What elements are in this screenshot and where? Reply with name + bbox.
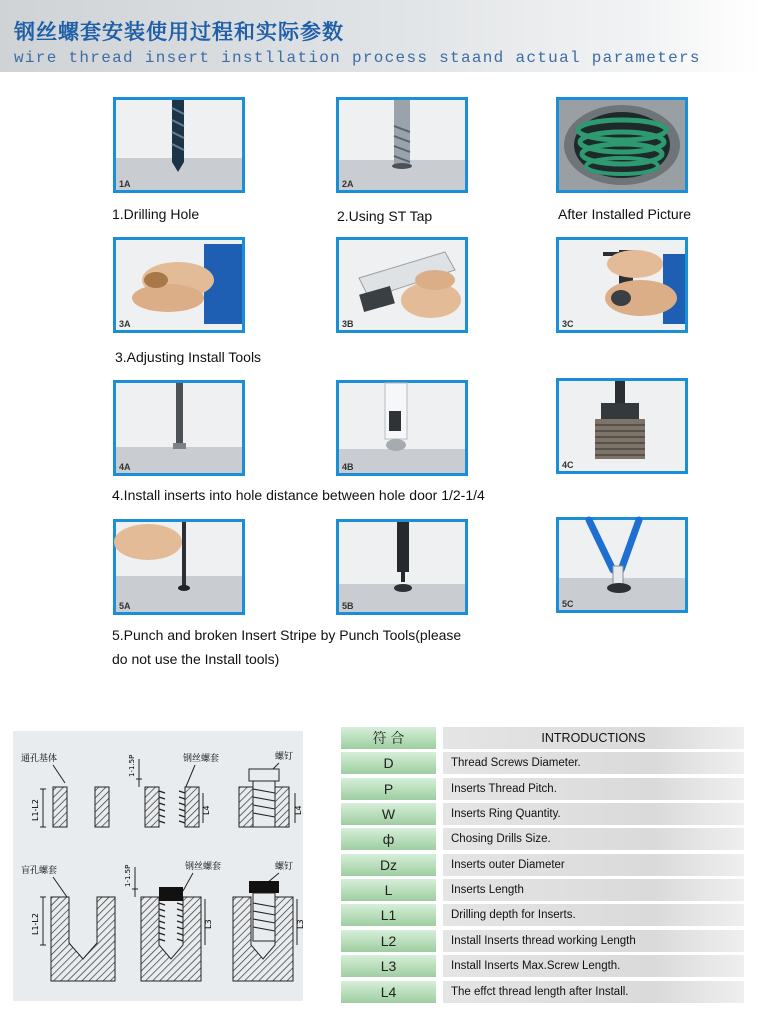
photo-4b-install xyxy=(336,380,468,476)
photo-tag: 4A xyxy=(119,462,131,472)
row-symbol: ф xyxy=(341,828,436,850)
label-screw-top: 螺钉 xyxy=(275,752,294,762)
row-description: Install Inserts Max.Screw Length. xyxy=(443,955,744,977)
label-pitch-top: 1-1.5P xyxy=(128,754,136,777)
header-introductions: INTRODUCTIONS xyxy=(443,727,744,749)
photo-1a-drilling xyxy=(113,97,245,193)
table-header-row xyxy=(341,727,746,749)
photo-tag: 4C xyxy=(562,460,574,470)
caption-punch-line2: do not use the Install tools) xyxy=(112,651,280,667)
label-l1l2-bottom: L1-L2 xyxy=(31,913,40,935)
title-english: wire thread insert instllation process staand actual parameters xyxy=(14,49,701,67)
label-through-hole: 通孔基体 xyxy=(21,754,58,764)
table-row xyxy=(341,828,746,850)
label-l1l2-top: L1-L2 xyxy=(31,799,40,821)
caption-tap: 2.Using ST Tap xyxy=(337,208,433,224)
caption-install: 4.Install inserts into hole distance between hole door 1/2-1/4 xyxy=(112,487,485,503)
row-symbol: L2 xyxy=(341,930,436,952)
photo-tag: 3A xyxy=(119,319,131,329)
insert-diagram xyxy=(13,731,303,1001)
caption-adjust: 3.Adjusting Install Tools xyxy=(115,349,262,365)
label-insert-bottom: 钢丝螺套 xyxy=(185,862,222,872)
label-screw-bottom: 螺钉 xyxy=(275,862,294,872)
caption-drilling: 1.Drilling Hole xyxy=(112,206,200,222)
row-description: The effct thread length after Install. xyxy=(443,981,744,1003)
photo-3b-adjust xyxy=(336,237,468,333)
photo-tag: 3C xyxy=(562,319,574,329)
photo-tag: 5B xyxy=(342,601,354,611)
row-description: Drilling depth for Inserts. xyxy=(443,904,744,926)
row-symbol: W xyxy=(341,803,436,825)
row-description: Thread Screws Diameter. xyxy=(443,752,744,774)
caption-punch-line1: 5.Punch and broken Insert Stripe by Punch Tools(please xyxy=(112,627,462,643)
row-symbol: L xyxy=(341,879,436,901)
photo-tag: 2A xyxy=(342,179,354,189)
photo-4a-install xyxy=(113,380,245,476)
row-description: Chosing Drills Size. xyxy=(443,828,744,850)
photo-tag: 5C xyxy=(562,599,574,609)
photo-installed-insert xyxy=(556,97,688,193)
photo-tag: 4B xyxy=(342,462,354,472)
label-blind-hole: 盲孔螺套 xyxy=(21,866,58,876)
photo-5a-punch xyxy=(113,519,245,615)
photo-3c-adjust xyxy=(556,237,688,333)
table-row xyxy=(341,930,746,952)
photo-5c-punch xyxy=(556,517,688,613)
header-symbol: 符 合 xyxy=(341,727,436,749)
photo-5b-punch xyxy=(336,519,468,615)
label-l4-a: L4 xyxy=(202,805,211,815)
photo-3a-adjust xyxy=(113,237,245,333)
row-symbol: D xyxy=(341,752,436,774)
label-l3-a: L3 xyxy=(204,919,213,929)
row-description: Inserts Ring Quantity. xyxy=(443,803,744,825)
row-symbol: P xyxy=(341,778,436,800)
table-row xyxy=(341,879,746,901)
photo-tag: 5A xyxy=(119,601,131,611)
label-pitch-bottom: 1-1.5P xyxy=(124,864,132,887)
label-l4-b: L4 xyxy=(294,805,303,815)
photo-4c-install xyxy=(556,378,688,474)
label-insert-top: 钢丝螺套 xyxy=(183,754,220,764)
table-row xyxy=(341,854,746,876)
table-row xyxy=(341,803,746,825)
photo-tag: 3B xyxy=(342,319,354,329)
table-row xyxy=(341,778,746,800)
title-chinese: 钢丝螺套安装使用过程和实际参数 xyxy=(14,19,344,44)
table-row xyxy=(341,752,746,774)
row-description: Inserts Length xyxy=(443,879,744,901)
caption-after: After Installed Picture xyxy=(558,206,692,222)
page-header xyxy=(0,0,760,72)
row-symbol: L3 xyxy=(341,955,436,977)
photo-tag: 1A xyxy=(119,179,131,189)
table-row xyxy=(341,955,746,977)
table-row xyxy=(341,904,746,926)
label-l3-b: L3 xyxy=(296,919,305,929)
photo-2a-tap xyxy=(336,97,468,193)
row-symbol: Dz xyxy=(341,854,436,876)
row-description: Install Inserts thread working Length xyxy=(443,930,744,952)
table-row xyxy=(341,981,746,1003)
row-description: Inserts Thread Pitch. xyxy=(443,778,744,800)
row-symbol: L1 xyxy=(341,904,436,926)
row-description: Inserts outer Diameter xyxy=(443,854,744,876)
row-symbol: L4 xyxy=(341,981,436,1003)
